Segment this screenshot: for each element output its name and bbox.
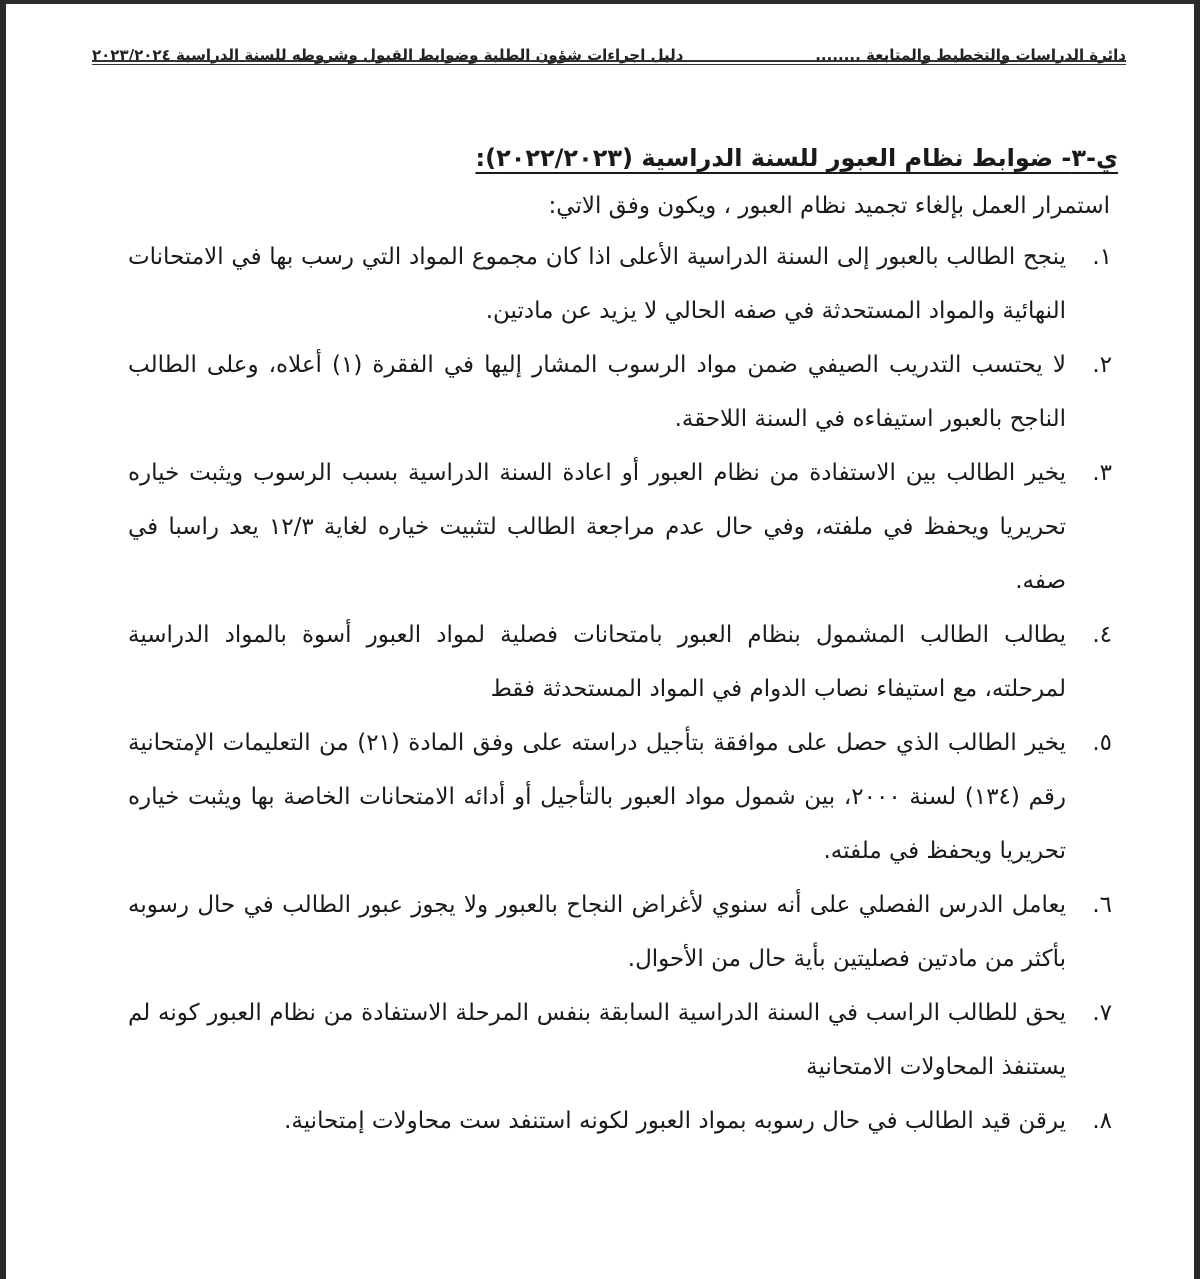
rule-item: [128, 1094, 1118, 1148]
rule-text: يخير الطالب الذي حصل على موافقة بتأجيل دراسته على وفق المادة (٢١) من التعليمات الإمتحانية رقم (١٣٤) لسنة ٢٠٠٠، بين شمول مواد العبور بالتأجيل أو أدائه الامتحانات الخاصة بها ويثبت خياره تحريريا ويحفظ في ملفته.: [128, 730, 1066, 864]
rule-number: ٣.: [1092, 460, 1112, 486]
header-guide-title: دليل اجراءات شؤون الطلبة وضوابط القبول وشروطه للسنة الدراسية ٢٠٢٣/٢٠٢٤: [92, 46, 684, 64]
rule-text: يطالب الطالب المشمول بنظام العبور بامتحانات فصلية لمواد العبور أسوة بالمواد الدراسية لمرحلته، مع استيفاء نصاب الدوام في المواد المستحدثة فقط: [128, 622, 1066, 702]
rule-item: [128, 716, 1118, 878]
rule-number: ٤.: [1092, 622, 1112, 648]
rule-item: [128, 608, 1118, 716]
rule-number: ٧.: [1092, 1000, 1112, 1026]
rule-number: ٦.: [1092, 892, 1112, 918]
rule-text: ينجح الطالب بالعبور إلى السنة الدراسية الأعلى اذا كان مجموع المواد التي رسب بها في الامتحانات النهائية والمواد المستحدثة في صفه الحالي لا يزيد عن مادتين.: [128, 244, 1066, 324]
rule-item: [128, 878, 1118, 986]
rule-text: يعامل الدرس الفصلي على أنه سنوي لأغراض النجاح بالعبور ولا يجوز عبور الطالب في حال رسوبه بأكثر من مادتين فصليتين بأية حال من الأحوال.: [128, 892, 1066, 972]
header-divider: [92, 60, 1126, 65]
rule-item: [128, 986, 1118, 1094]
header-separator: ........: [815, 46, 861, 64]
header-department-text: دائرة الدراسات والتخطيط والمتابعة: [866, 46, 1126, 64]
rule-text: يخير الطالب بين الاستفادة من نظام العبور أو اعادة السنة الدراسية بسبب الرسوب ويثبت خياره تحريريا ويحفظ في ملفته، وفي حال عدم مراجعة الطالب لتثبيت خياره لغاية ١٢/٣ يعد راسبا في صفه.: [128, 460, 1066, 594]
rule-text: يحق للطالب الراسب في السنة الدراسية السابقة بنفس المرحلة الاستفادة من نظام العبور كونه لم يستنفذ المحاولات الامتحانية: [128, 1000, 1066, 1080]
rule-item: [128, 446, 1118, 608]
section-intro: استمرار العمل بإلغاء تجميد نظام العبور ، ويكون وفق الاتي:: [548, 193, 1110, 219]
document-body: [128, 140, 1118, 1148]
rule-number: ١.: [1092, 244, 1112, 270]
rule-text: يرقن قيد الطالب في حال رسوبه بمواد العبور لكونه استنفد ست محاولات إمتحانية.: [284, 1108, 1066, 1134]
rule-item: [128, 338, 1118, 446]
rule-number: ٨.: [1092, 1108, 1112, 1134]
rule-number: ٢.: [1092, 352, 1112, 378]
rule-text: لا يحتسب التدريب الصيفي ضمن مواد الرسوب المشار إليها في الفقرة (١) أعلاه، وعلى الطالب الناجح بالعبور استيفاءه في السنة اللاحقة.: [128, 352, 1066, 432]
rule-number: ٥.: [1092, 730, 1112, 756]
rule-item: [128, 230, 1118, 338]
section-title: ي-٣- ضوابط نظام العبور للسنة الدراسية (٢٠٢٢/٢٠٢٣):: [475, 144, 1118, 172]
rules-list: [128, 230, 1118, 1148]
